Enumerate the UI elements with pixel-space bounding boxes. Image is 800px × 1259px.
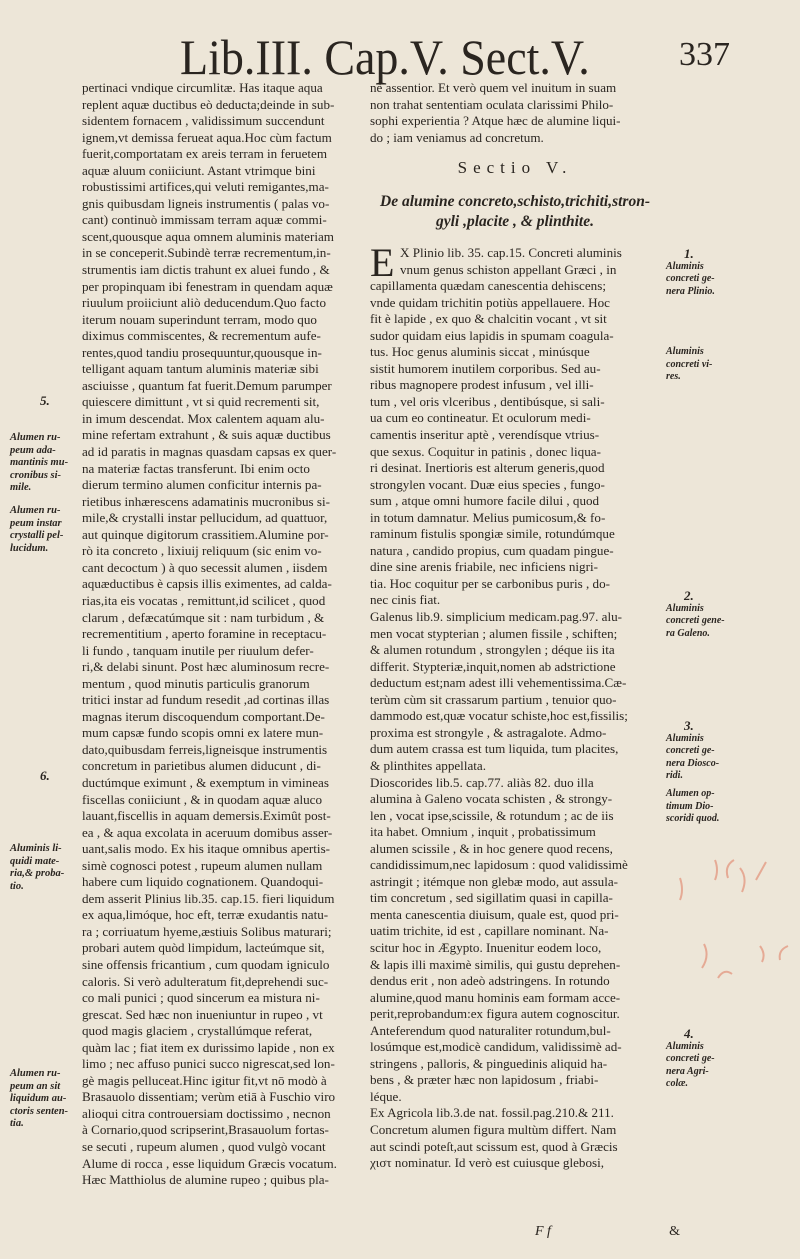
section-subtitle-line-2: gyli ,placite , & plinthite. [435, 213, 594, 230]
margin-note-line: concreti ge- [666, 273, 715, 284]
text-line: Galenus lib.9. simplicium medicam.pag.97. alu- [370, 609, 623, 625]
text-line: quod magis glaciem , crystallúmque referat, [82, 1023, 313, 1039]
text-line: aut quinque digitorum crassitiem.Alumine por- [82, 526, 329, 542]
margin-number: 1. [684, 246, 694, 261]
margin-note-line: liquidum au- [10, 1093, 67, 1104]
text-line: uatim trichite, id est , capillare nominant. Na- [370, 923, 609, 939]
text-line: dum autem crassa est tum liquida, tum placites, [370, 741, 619, 757]
text-line: fit è lapide , ex quo & chalcitin vocant , vt sit [370, 311, 607, 327]
text-line: sudor quidam eius lapidis in spumam coagula- [370, 327, 614, 343]
text-line: limo ; nec affuso punici succo nigrescat,sed lon- [82, 1056, 335, 1072]
margin-note-line: Alumen ru- [10, 432, 61, 443]
margin-note-line: Aluminis [666, 346, 704, 357]
text-line: dato,quibusdam ferreis,ligneisque instrumentis [82, 741, 328, 757]
text-line: alumina à Galeno vocata schisten , & strongy- [370, 791, 613, 807]
text-line: Dioscorides lib.5. cap.77. aliàs 82. duo illa [370, 774, 594, 790]
margin-note-line: Aluminis [666, 1040, 704, 1052]
text-line: sistit humorem inutilem corporibus. Sed au- [370, 360, 601, 376]
text-line: habere cum liquido cognationem. Quandoqui- [82, 874, 324, 890]
text-line: ignem,vt demissa ferueat aqua.Hoc cùm factum [82, 129, 332, 145]
text-line: do ; iam veniamus ad concretum. [370, 129, 544, 145]
text-line: camentis inseritur aptè , verendísque vtrius- [370, 427, 600, 443]
text-line: li fundo , tanquam inutile per riuulum defer- [82, 642, 314, 658]
text-line: que sexus. Coquitur in patinis , donec liqua- [370, 443, 601, 459]
text-line: nec cinis fiat. [370, 592, 441, 608]
margin-note-line: concreti gene- [666, 615, 725, 626]
text-line: grescat. Sed hæc non inueniuntur in rupeo , vt [82, 1006, 323, 1022]
text-line: dierum termino alumen conficitur internis pa- [82, 477, 322, 493]
text-line: tum , vel oris vlceribus , dentibúsque, si sali- [370, 393, 605, 409]
margin-note-line: Aluminis [666, 260, 704, 272]
text-line: ra ; corriuatum hyeme,æstiuis Solibus maturari; [82, 923, 332, 939]
margin-number: 6. [40, 768, 50, 783]
text-line: quiescere dimittunt , vt si quid recrementi sit, [82, 394, 320, 410]
text-line: vnde quidam trichitin potiùs appellauere. Hoc [370, 294, 610, 310]
text-line: probari autem quòd limpidum, lacteúmque sit, [82, 940, 325, 956]
margin-note-line: quidi mate- [10, 855, 60, 867]
text-line: cant) continuò immissam terram aquæ commi- [82, 212, 327, 228]
text-line: scent,quousque aqua omnem aluminis materiam [82, 228, 334, 244]
margin-note-line: tio. [10, 880, 24, 892]
text-line: terùm cùm sit crassarum partium , tenuior quo- [370, 691, 617, 707]
text-line: vnum genus schiston appellant Græci , in [400, 261, 617, 277]
margin-number: 2. [684, 588, 694, 603]
text-line: bens , & præter hæc non lapidosum , friabi- [370, 1072, 599, 1088]
text-line: asciuisse , quantum fat fuerit.Demum parumper [82, 377, 332, 393]
text-line: ad id paratis in magnas quasdam capsas ex quer- [82, 444, 337, 460]
text-line: men vocat stypterian ; alumen fissile , schiften; [370, 625, 618, 641]
text-line: in imum descendat. Mox calentem aquam alu- [82, 410, 325, 426]
text-line: recrementitium , aperto foramine in receptacu- [82, 626, 327, 642]
text-line: cant decoctum ) à quo secessit alumen , iisdem [82, 559, 328, 575]
text-line: diximus commiscentes, & recrementum aufe- [82, 328, 321, 344]
text-line: & alumen rotundum , strongylen ; déque iis ita [370, 642, 615, 658]
margin-note-line: scoridi quod. [666, 813, 720, 824]
margin-note-line: ridi. [666, 770, 683, 781]
text-line: pertinaci vndique circumlitæ. Has itaque aqua [82, 80, 323, 95]
page-number: 337 [679, 36, 730, 73]
text-line: capillamenta quædam canescentia dehiscens; [370, 278, 606, 294]
margin-note-line: ria,& proba- [10, 868, 65, 879]
margin-note-line: tia. [10, 1118, 24, 1129]
margin-note-line: mantinis mu- [10, 457, 69, 468]
text-line: ribus magnopere prodest infusum , vel illi- [370, 377, 594, 393]
text-line: proxima est strongyle , & astragalote. Admo- [370, 724, 607, 740]
margin-number: 4. [684, 1026, 694, 1041]
text-line: astringit ; itémque non glebæ modo, aut assula- [370, 873, 619, 889]
text-line: in totum damnatur. Melius pumicosum,& fo- [370, 509, 606, 525]
text-line: fuerit,comportatam ex areis terram in feruetem [82, 146, 328, 162]
margin-note-line: mile. [10, 482, 32, 493]
text-line: riuulum proiiciunt aliò deducendum.Quo facto [82, 295, 326, 311]
text-line: léque. [370, 1088, 402, 1104]
text-line: clarum , defæcatúmque sit : nam turbidum , & [82, 609, 325, 625]
text-line: differit. Stypteriæ,inquit,nomen ab adstrictione [370, 658, 616, 674]
text-line: rò ita concreto , lixiuij reliquum (sic enim vo- [82, 543, 322, 559]
text-line: scitur hoc in Ægypto. Inuenitur eodem loco, [370, 939, 602, 955]
margin-note-line: concreti vi- [666, 358, 713, 370]
text-line: iterum nouam superindunt terram, modo quo [82, 311, 317, 327]
text-line: aquæ aluum coniiciunt. Astant vtrimque bini [82, 162, 316, 178]
text-line: mentum , quod minutis particulis granorum [82, 675, 310, 691]
margin-note-line: Aluminis [666, 732, 704, 744]
text-line: Ex Agricola lib.3.de nat. fossil.pag.210.& 211. [370, 1105, 614, 1121]
margin-note-line: Alumen ru- [10, 505, 61, 516]
margin-note-line: Aluminis li- [10, 843, 62, 854]
text-line: per propinquam ibi fenestram in quendam aquæ [82, 278, 333, 294]
margin-number: 3. [684, 718, 694, 733]
text-line: concretum in parietibus alumen diducunt , di- [82, 758, 321, 774]
text-line: nè assentior. Et verò quem vel inuitum in suam [370, 80, 617, 95]
margin-note-line: ctoris senten- [10, 1105, 69, 1117]
margin-note-line: ra Galeno. [666, 627, 710, 639]
margin-note-line: cronibus si- [10, 469, 62, 481]
text-line: Alume di rocca , esse liquidum Græcis vocatum. [82, 1155, 337, 1171]
text-line: tritici instar ad fundum resedit ,ad cortinas illas [82, 692, 330, 708]
text-line: co mali punici ; quod sincerum ea mistura ni- [82, 990, 320, 1006]
text-line: mine refertam extrahunt , & suis aquæ ductibus [82, 427, 331, 443]
text-line: dem asserit Plinius lib.35. cap.15. fieri liquidum [82, 890, 335, 906]
text-line: Concretum alumen figura multùm differt. Nam [370, 1121, 617, 1137]
text-line: sophi experientia ? Atque hæc de alumine liqui- [370, 113, 621, 129]
text-line: uant,salis modo. Ex his itaque omnibus apertis- [82, 841, 331, 857]
margin-note-line: concreti ge- [666, 745, 715, 756]
text-line: in se conceperit.Subindè terræ recrementum,in- [82, 245, 331, 261]
text-line: caloris. Si verò adulteratum fit,deprehendi suc- [82, 973, 329, 989]
text-line: stringens , palloris, & pinguedinis aliquid ha- [370, 1055, 608, 1071]
pencil-marks-icon [680, 860, 788, 978]
text-line: sum , atque omni humore facile dilui , quod [370, 493, 600, 509]
text-line: à Cornario,quod scripserint,Brasauolum fortas- [82, 1122, 329, 1138]
margin-note-line: peum ada- [10, 444, 56, 456]
text-line: telligant aquam tantum aluminis materiæ sibi [82, 361, 319, 377]
text-line: fiscellas coniiciunt , & in quodam aquæ aluco [82, 791, 322, 807]
text-line: gè magis pelluceat.Hinc igitur fit,vt nō modò à [82, 1072, 327, 1088]
margin-note-line: nera Plinio. [666, 285, 715, 297]
text-line: tus. Hoc genus aluminis siccat , minúsque [370, 344, 590, 360]
text-line: sine offensis fricantium , cum quodam igniculo [82, 956, 330, 972]
margin-note-line: lucidum. [10, 542, 49, 554]
margin-note-line: nera Diosco- [666, 757, 720, 769]
section-heading: Sectio V. [457, 158, 573, 177]
text-line: χιστ nominatur. Id verò est cuiusque glebosi, [370, 1155, 605, 1171]
text-line: menta canescentia diuisum, quale est, quod pri- [370, 906, 619, 922]
text-line: replent aquæ ductibus eò deducta;deinde in sub- [82, 96, 335, 112]
text-line: dammodo est,quæ vocatur schiste,hoc est,fissilis; [370, 708, 628, 724]
text-line: & plinthites appellata. [370, 757, 486, 773]
text-line: lauant,fiscellis in aquam demersis.Eximût post- [82, 808, 331, 824]
text-line: ua cum eo contineatur. Et oculorum medi- [370, 410, 591, 426]
catchword: & [669, 1224, 680, 1239]
text-line: robustissimi artifices,qui veluti remigantes,ma- [82, 179, 329, 195]
text-line: dendus erit , non adeò adstringens. In rotundo [370, 973, 610, 989]
text-line: alumine,quod manu hominis eam formam acce- [370, 989, 621, 1005]
text-line: aut scindi poteſt,aut scissum est, quod à Græcis [370, 1138, 618, 1154]
text-line: Anteferendum quod naturaliter rotundum,bul- [370, 1022, 611, 1038]
margin-note-line: Alumen op- [666, 788, 715, 799]
header-title: Lib.III. Cap.V. Sect.V. [180, 29, 590, 85]
margin-note-line: Aluminis [666, 602, 704, 614]
text-line: ri desinat. Inertioris est alterum generis,quod [370, 460, 605, 476]
margin-note-line: timum Dio- [666, 800, 714, 812]
margin-note-line: peum an sit [10, 1080, 61, 1092]
text-line: simè cognosci potest , rupeum alumen nullam [82, 857, 323, 873]
text-line: strumentis iam dictis trahunt ex aluei fundo , & [82, 262, 330, 278]
text-line: Brasauolo dissentiam; verùm etiā à Fuschio viro [82, 1089, 336, 1105]
text-line: deductum est;nam adest illi vehementissima.Cæ- [370, 675, 627, 691]
text-line: raminum fistulis spongiæ simile, rotundúmque [370, 526, 615, 542]
margin-note-line: crystalli pel- [10, 530, 64, 541]
text-line: Hæc Matthiolus de alumine rupeo ; quibus pla- [82, 1172, 329, 1188]
margin-note-line: nera Agri- [666, 1065, 709, 1077]
text-line: ita habet. Omnium , inquit , probatissimum [370, 824, 596, 840]
text-line: losúmque est,modicè candidum, validissimè ad- [370, 1039, 622, 1055]
text-line: tim concretum , sed sigillatim quasi in capilla- [370, 890, 613, 906]
signature-mark: F f [535, 1224, 551, 1239]
margin-note-line: peum instar [10, 517, 62, 529]
text-line: & lapis illi maximè similis, qui gustu deprehen- [370, 956, 621, 972]
text-line: aquæductibus è capsis illis eximentes, ad calda- [82, 576, 332, 592]
drop-cap: E [370, 240, 395, 285]
text-line: ductúmque eximunt , & exemptum in vimineas [82, 774, 329, 790]
text-line: alioqui citra controuersiam doctissimo , necnon [82, 1105, 331, 1121]
text-line: gnis quibusdam ligneis instrumentis ( palas vo- [82, 195, 330, 211]
text-line: rias,ita eis vocatas , remittunt,id scilicet , quod [82, 592, 326, 608]
text-line: ex aqua,limóque, hoc eft, terræ exudantis natu- [82, 907, 329, 923]
margin-note-line: Alumen ru- [10, 1068, 61, 1079]
text-line: na materiæ factas transferunt. Ibi enim octo [82, 460, 310, 476]
text-line: alumen scissile , & in hoc genere quod recens, [370, 840, 613, 856]
text-line: rietibus inhærescens adamatinis mucronibus si- [82, 493, 331, 509]
text-line: sidentem fornacem , validissimum succendunt [82, 113, 325, 129]
margin-note-line: colæ. [666, 1078, 688, 1089]
margin-number: 5. [40, 393, 50, 408]
text-line: strongylen vocant. Duæ eius species , fungo- [370, 476, 605, 492]
margin-note-line: concreti ge- [666, 1053, 715, 1064]
text-line: magnas iterum discoquendum comportant.De- [82, 708, 325, 724]
text-line: se secuti , rupeum alumen , quod vulgò vocant [82, 1139, 326, 1154]
text-line: dine sine arenis friabile, nec inficiens nigri- [370, 559, 598, 575]
text-line: len , vocat ipse,scissile, & rotundum ; ac de iis [370, 807, 614, 823]
text-line: rentes,quod tandiu prosequuntur,quousque in- [82, 344, 322, 360]
text-line: ri,& delabi sinunt. Post hæc aluminosum recre- [82, 659, 330, 675]
section-subtitle-line-1: De alumine concreto,schisto,trichiti,stron- [380, 193, 650, 210]
text-line: ea , & aqua excolata in aceruum domibus asser- [82, 824, 333, 840]
text-line: tia. Hoc coquitur per se carbonibus puris , do- [370, 575, 610, 591]
text-line: non trahat sententiam oculata clarissimi Philo- [370, 96, 614, 112]
text-line: X Plinio lib. 35. cap.15. Concreti aluminis [400, 245, 622, 260]
text-line: mile,& crystalli instar pellucidum, ad quattuor, [82, 510, 328, 526]
text-line: quàm lac ; fiat item ex durissimo lapide , non ex [82, 1039, 335, 1055]
text-line: candidissimum,nec lapidosum : quod validissimè [370, 857, 628, 873]
margin-note-line: res. [666, 371, 681, 382]
text-line: natura , candido propius, cum quadam pingue- [370, 542, 614, 558]
text-line: mum capsæ fundo scopis omni ex latere mun- [82, 725, 324, 741]
text-line: perit,reprobandum:ex figura autem cognoscitur. [370, 1006, 620, 1022]
